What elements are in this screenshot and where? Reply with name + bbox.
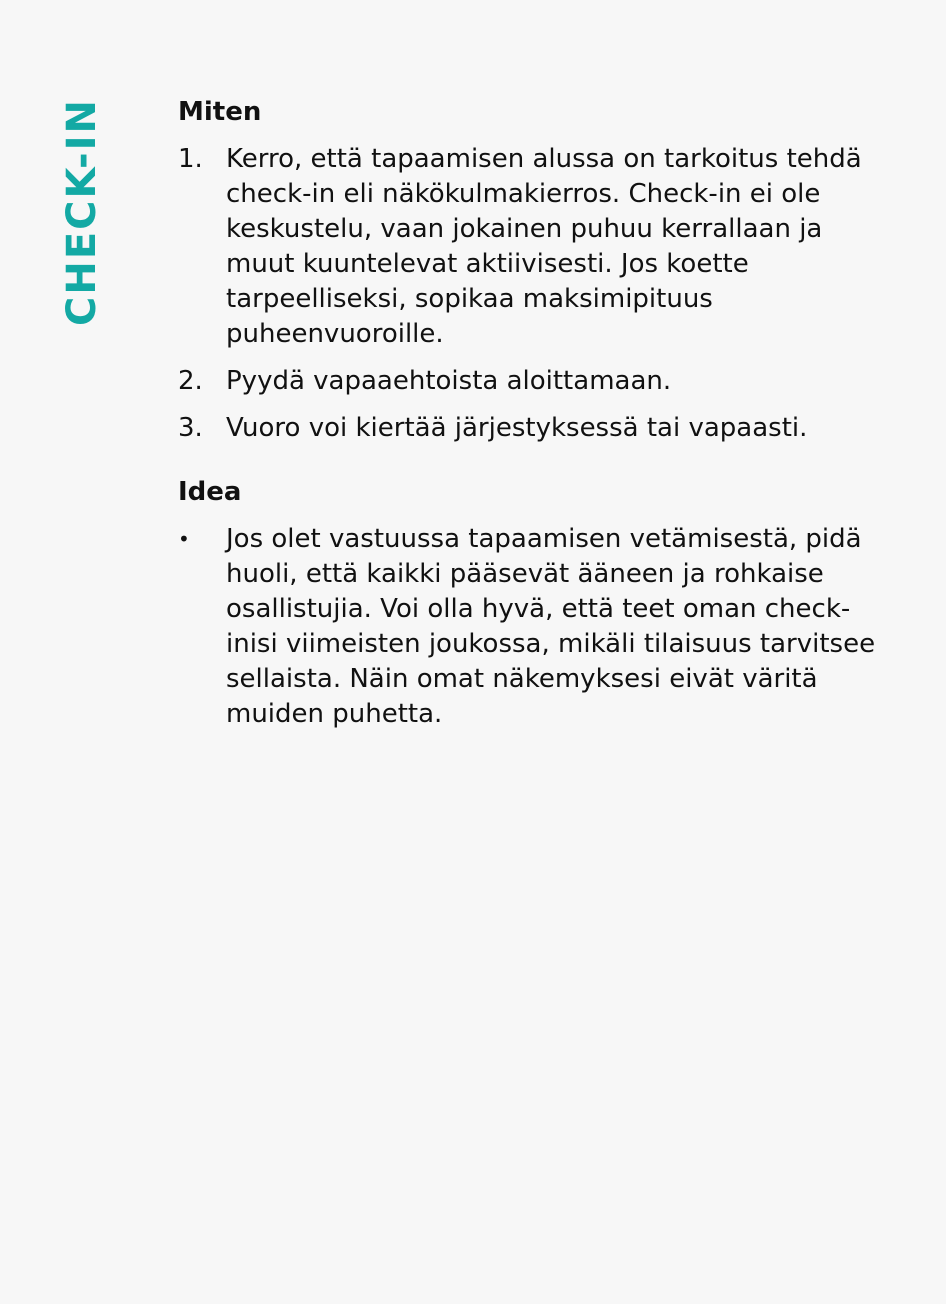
step-number: 3. <box>178 412 203 443</box>
idea-item-1 <box>178 522 878 732</box>
miten-section <box>178 96 878 446</box>
step-item-3 <box>178 411 878 446</box>
step-text: Kerro, että tapaamisen alussa on tarkoitus tehdä check-in eli näkökulmakierros. Check-in ei ole keskustelu, vaan jokainen puhuu kerrallaan ja muut kuuntelevat aktiivisesti. Jos koette tarpeelliseksi, sopikaa maksimipituus puheenvuoroille. <box>226 143 862 349</box>
step-item-2 <box>178 364 878 399</box>
idea-section <box>178 476 878 732</box>
card-side-label <box>58 98 106 326</box>
idea-list <box>178 522 878 732</box>
miten-heading: Miten <box>178 97 262 127</box>
idea-text: Jos olet vastuussa tapaamisen vetämisestä, pidä huoli, että kaikki pääsevät ääneen ja rohkaise osallistujia. Voi olla hyvä, että teet oman check-inisi viimeisten joukossa, mikäli tilaisuus tarvitsee sellaista. Näin omat näkemyksesi eivät väritä muiden puhetta. <box>226 523 876 729</box>
step-text: Pyydä vapaaehtoista aloittamaan. <box>226 365 672 396</box>
step-number: 2. <box>178 365 203 396</box>
step-item-1 <box>178 142 878 352</box>
idea-heading: Idea <box>178 476 242 507</box>
step-text: Vuoro voi kiertää järjestyksessä tai vapaasti. <box>226 412 808 443</box>
bullet-icon: • <box>178 526 190 551</box>
steps-list <box>178 142 878 446</box>
card-content <box>178 96 878 744</box>
check-in-title: CHECK-IN <box>59 98 105 326</box>
step-number: 1. <box>178 143 203 174</box>
